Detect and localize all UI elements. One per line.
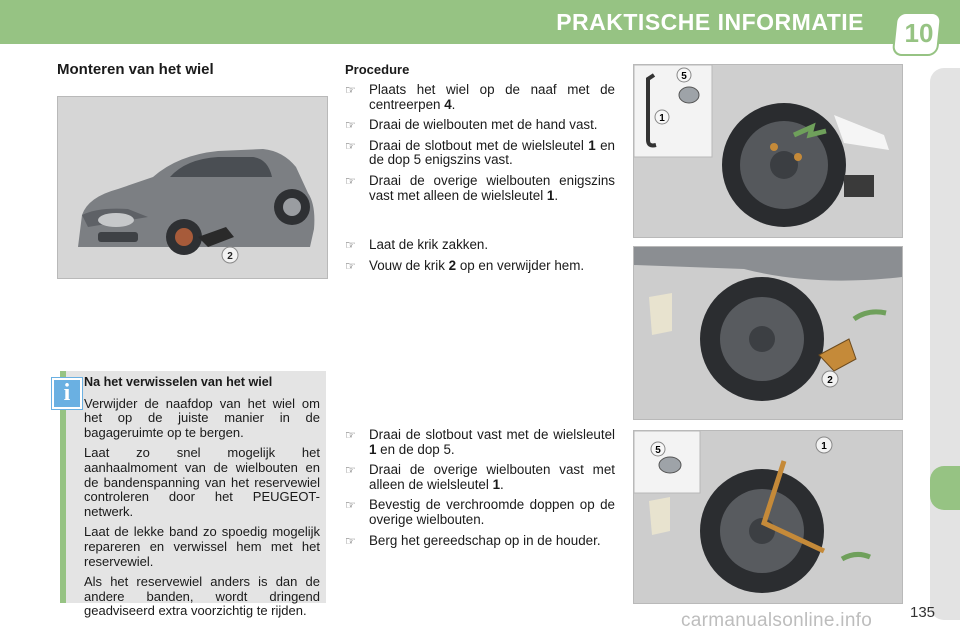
wheel-illustration-fit-bolts [633, 64, 903, 238]
pointing-hand-icon: ☞ [345, 238, 356, 252]
info-paragraph: Verwijder de naafdop van het wiel om het op de juiste manier in de bagageruimte op te bergen. [84, 395, 320, 440]
info-paragraph: Laat zo snel mogelijk het aanhaalmoment van de wielbouten en de bandenspanning van het reservewiel controleren door het PEUGEOT-netwerk. [84, 445, 320, 519]
pointing-hand-icon: ☞ [345, 533, 356, 548]
procedure-steps-1 [345, 83, 615, 209]
procedure-title: Procedure [345, 62, 410, 77]
list-item: ☞ Vouw de krik 2 op en verwijder hem. [345, 257, 585, 273]
side-thumb-index [930, 68, 960, 620]
procedure-steps-3 [345, 428, 615, 554]
callout-2: 2 [227, 251, 233, 262]
pointing-hand-icon: ☞ [345, 258, 356, 273]
callout-5: 5 [681, 71, 687, 82]
pointing-hand-icon: ☞ [345, 118, 356, 133]
pointing-hand-icon: ☞ [345, 498, 356, 513]
pointing-hand-icon: ☞ [345, 83, 356, 97]
list-item: ☞ Bevestig de verchroomde doppen op de overige wielbouten. [345, 497, 615, 527]
pointing-hand-icon: ☞ [345, 428, 356, 442]
page-title: PRAKTISCHE INFORMATIE [556, 9, 864, 35]
list-item: ☞ Draai de slotbout vast met de wielsleutel 1 en de dop 5. [345, 427, 615, 457]
info-paragraph: Laat de lekke band zo spoedig mogelijk repareren en verwissel hem met het reservewiel. [84, 524, 320, 569]
chapter-number: 10 [904, 18, 934, 48]
procedure-steps-2 [345, 238, 615, 279]
watermark: carmanualsonline.info [681, 610, 873, 631]
car-illustration [57, 96, 328, 279]
list-item: ☞ Draai de overige wielbouten vast met alleen de wielsleutel 1. [345, 462, 615, 492]
list-item: ☞ Draai de overige wielbouten enigszins vast met alleen de wielsleutel 1. [345, 172, 615, 203]
callout-1: 1 [821, 441, 827, 452]
side-chapter-tab[interactable] [930, 466, 960, 510]
callout-2: 2 [827, 375, 833, 386]
list-item: ☞ Berg het gereedschap op in de houder. [345, 532, 601, 548]
info-icon: i [52, 378, 82, 409]
section-title: Monteren van het wiel [57, 61, 214, 78]
callout-5: 5 [655, 445, 661, 456]
pointing-hand-icon: ☞ [345, 463, 356, 478]
pointing-hand-icon: ☞ [345, 173, 356, 188]
list-item: ☞ Laat de krik zakken. [345, 237, 489, 252]
info-box-title: Na het verwisselen van het wiel [84, 375, 273, 389]
page-number: 135 [910, 604, 936, 621]
wheel-illustration-tighten [633, 430, 903, 604]
pointing-hand-icon: ☞ [345, 138, 356, 153]
info-paragraph: Als het reservewiel anders is dan de andere banden, wordt dringend geadviseerd extra voorzichtig te rijden. [84, 574, 320, 619]
info-box [60, 371, 326, 619]
list-item: ☞ Draai de slotbout met de wielsleutel 1 en de dop 5 enigszins vast. [345, 137, 615, 168]
list-item: ☞ Plaats het wiel op de naaf met de centreerpen 4. [345, 82, 615, 112]
callout-1: 1 [659, 113, 665, 124]
wheel-illustration-jack [633, 246, 903, 420]
list-item: ☞ Draai de wielbouten met de hand vast. [345, 117, 598, 133]
